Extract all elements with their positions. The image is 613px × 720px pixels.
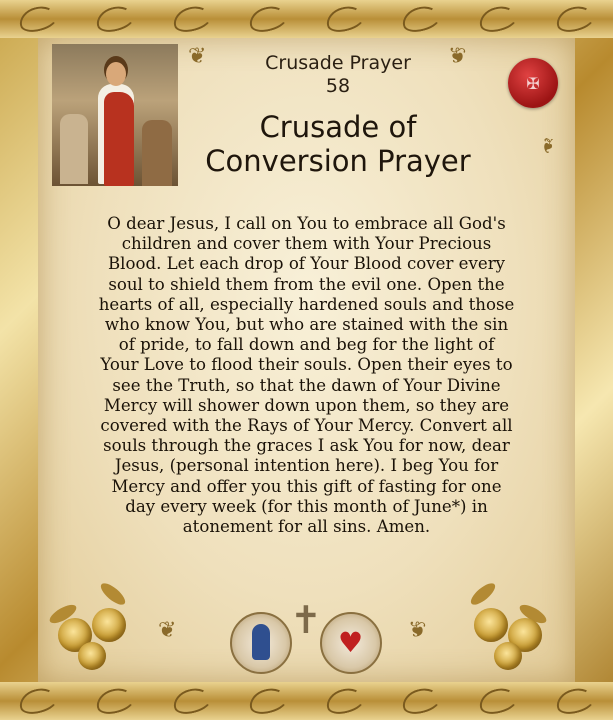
prayer-line: Blood. Let each drop of Your Blood cover every xyxy=(107,254,506,274)
prayer-line: soul to shield them from the evil one. Open the xyxy=(108,274,505,294)
flourish-bottom-right-icon: ❦ xyxy=(408,618,427,643)
gold-roses-right xyxy=(458,578,558,678)
prayer-line: Your Love to flood their souls. Open their eyes to xyxy=(100,355,513,375)
prayer-text xyxy=(60,214,553,537)
prayer-line: atonement for all sins. Amen. xyxy=(182,517,431,537)
jesus-painting xyxy=(52,44,178,186)
prayer-number-header xyxy=(218,52,458,98)
page-title xyxy=(178,110,498,178)
virgin-mary-medal xyxy=(230,612,292,674)
top-scroll-ornaments xyxy=(0,0,613,38)
flourish-left-icon: ❦ xyxy=(188,44,207,69)
title-line2: Conversion Prayer xyxy=(205,144,471,178)
prayer-line: souls through the graces I ask You for now, dear xyxy=(103,436,510,456)
prayer-line: Jesus, (personal intention here). I beg You for xyxy=(114,456,499,476)
header-line2: 58 xyxy=(325,75,351,97)
sacred-heart-medal xyxy=(320,612,382,674)
flourish-side-icon: ❧ xyxy=(534,136,560,155)
prayer-line: children and cover them with Your Precious xyxy=(121,234,492,254)
wax-seal-icon: ✠ xyxy=(508,58,558,108)
parchment-panel xyxy=(38,38,575,682)
header-line1: Crusade Prayer xyxy=(265,52,411,74)
crucifix-icon: ✝ xyxy=(290,598,322,642)
gold-roses-left xyxy=(48,578,148,678)
bottom-scroll-ornaments xyxy=(0,682,613,720)
title-line1: Crusade of xyxy=(259,110,417,144)
prayer-line: Mercy will shower down upon them, so they are xyxy=(103,395,510,415)
prayer-line: O dear Jesus, I call on You to embrace all God's xyxy=(107,214,506,233)
flourish-right-icon: ❦ xyxy=(448,44,467,69)
prayer-line: see the Truth, so that the dawn of Your Divine xyxy=(112,375,501,395)
prayer-line: day every week (for this month of June*) in xyxy=(125,496,488,516)
flourish-bottom-left-icon: ❦ xyxy=(158,618,177,643)
prayer-line: hearts of all, especially hardened souls and those xyxy=(98,294,515,314)
prayer-line: covered with the Rays of Your Mercy. Convert all xyxy=(100,416,513,436)
prayer-line: who know You, but who are stained with the sin xyxy=(104,315,509,335)
prayer-line: Mercy and offer you this gift of fasting for one xyxy=(111,476,502,496)
prayer-line: of pride, to fall down and beg for the light of xyxy=(118,335,495,355)
